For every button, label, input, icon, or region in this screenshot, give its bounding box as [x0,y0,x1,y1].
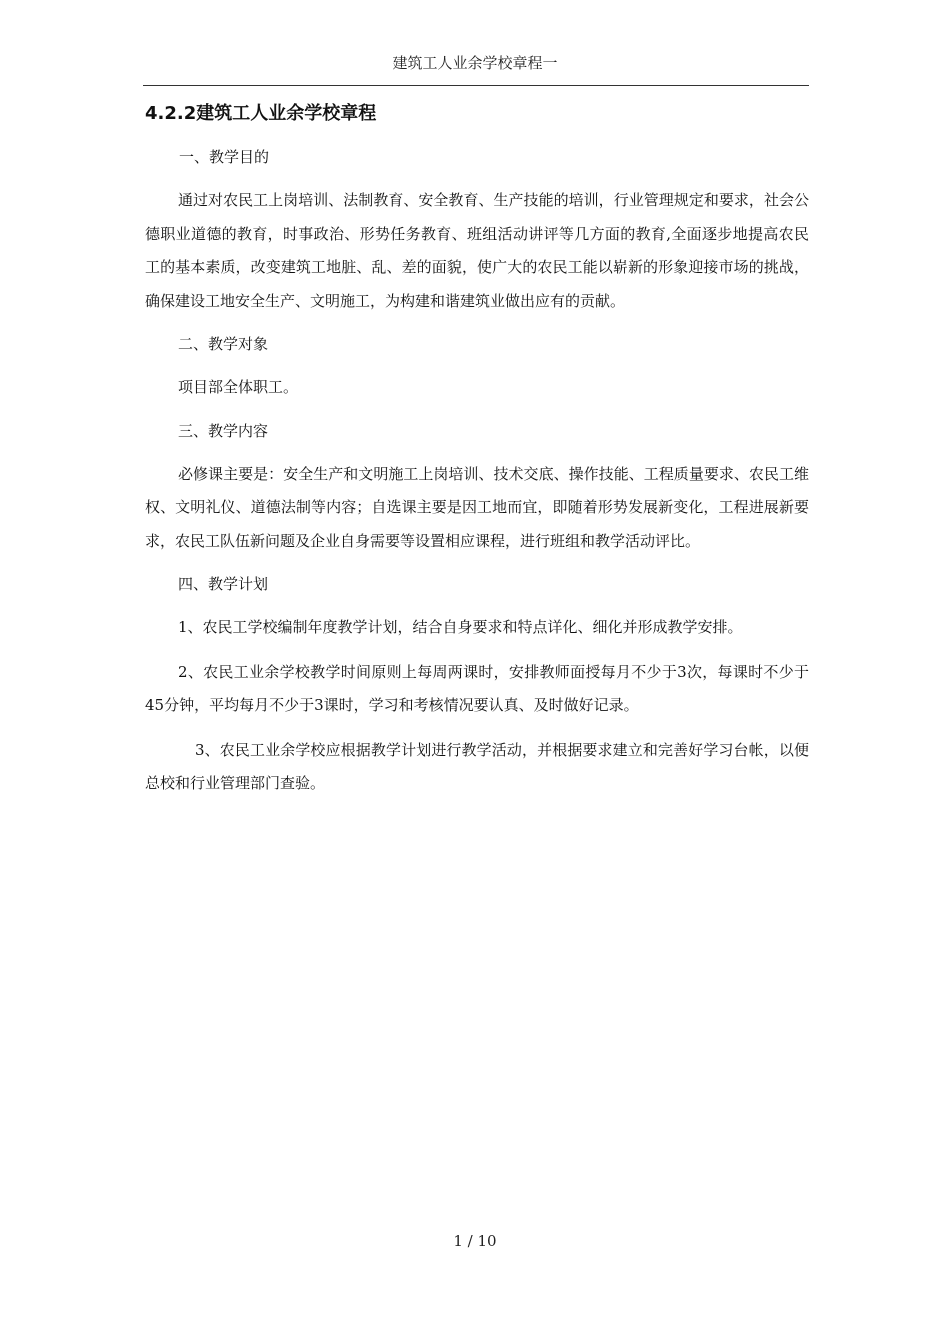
paragraph-teaching-content: 必修课主要是：安全生产和文明施工上岗培训、技术交底、操作技能、工程质量要求、农民工维权、文明礼仪、道德法制等内容；自选课主要是因工地而宜，即随着形势发展新变化，工程进展新要求，农民工队伍新问题及企业自身需要等设置相应课程，进行班组和教学活动评比。 [145,464,809,550]
document-body [145,96,809,812]
paragraph-plan-item-1: 1、农民工学校编制年度教学计划，结合自身要求和特点详化、细化并形成教学安排。 [178,618,743,636]
section-title: 4.2.2建筑工人业余学校章程 [145,103,377,124]
header-divider [143,85,809,86]
page-header: 建筑工人业余学校章程一 [392,54,558,72]
page-number: 1 / 10 [453,1232,497,1250]
paragraph-plan-item-3: 3、农民工业余学校应根据教学计划进行教学活动，并根据要求建立和完善好学习台帐，以便总校和行业管理部门查验。 [145,740,809,792]
heading-teaching-target: 二、教学对象 [178,335,269,353]
paragraph-teaching-purpose: 通过对农民工上岗培训、法制教育、安全教育、生产技能的培训，行业管理规定和要求，社会公德职业道德的教育，时事政治、形势任务教育、班组活动讲评等几方面的教育,全面逐步地提高农民工的基本素质，改变建筑工地脏、乱、差的面貌，使广大的农民工能以崭新的形象迎接市场的挑战，确保建设工地安全生产、文明施工，为构建和谐建筑业做出应有的贡献。 [145,191,809,310]
heading-teaching-purpose: 一、教学目的 [179,148,270,166]
heading-teaching-content: 三、教学内容 [178,421,269,440]
heading-teaching-plan: 四、教学计划 [178,575,269,593]
paragraph-teaching-target: 项目部全体职工。 [178,378,299,396]
paragraph-plan-item-2: 2、农民工业余学校教学时间原则上每周两课时，安排教师面授每月不少于3次，每课时不少于45分钟，平均每月不少于3课时，学习和考核情况要认真、及时做好记录。 [145,662,809,714]
